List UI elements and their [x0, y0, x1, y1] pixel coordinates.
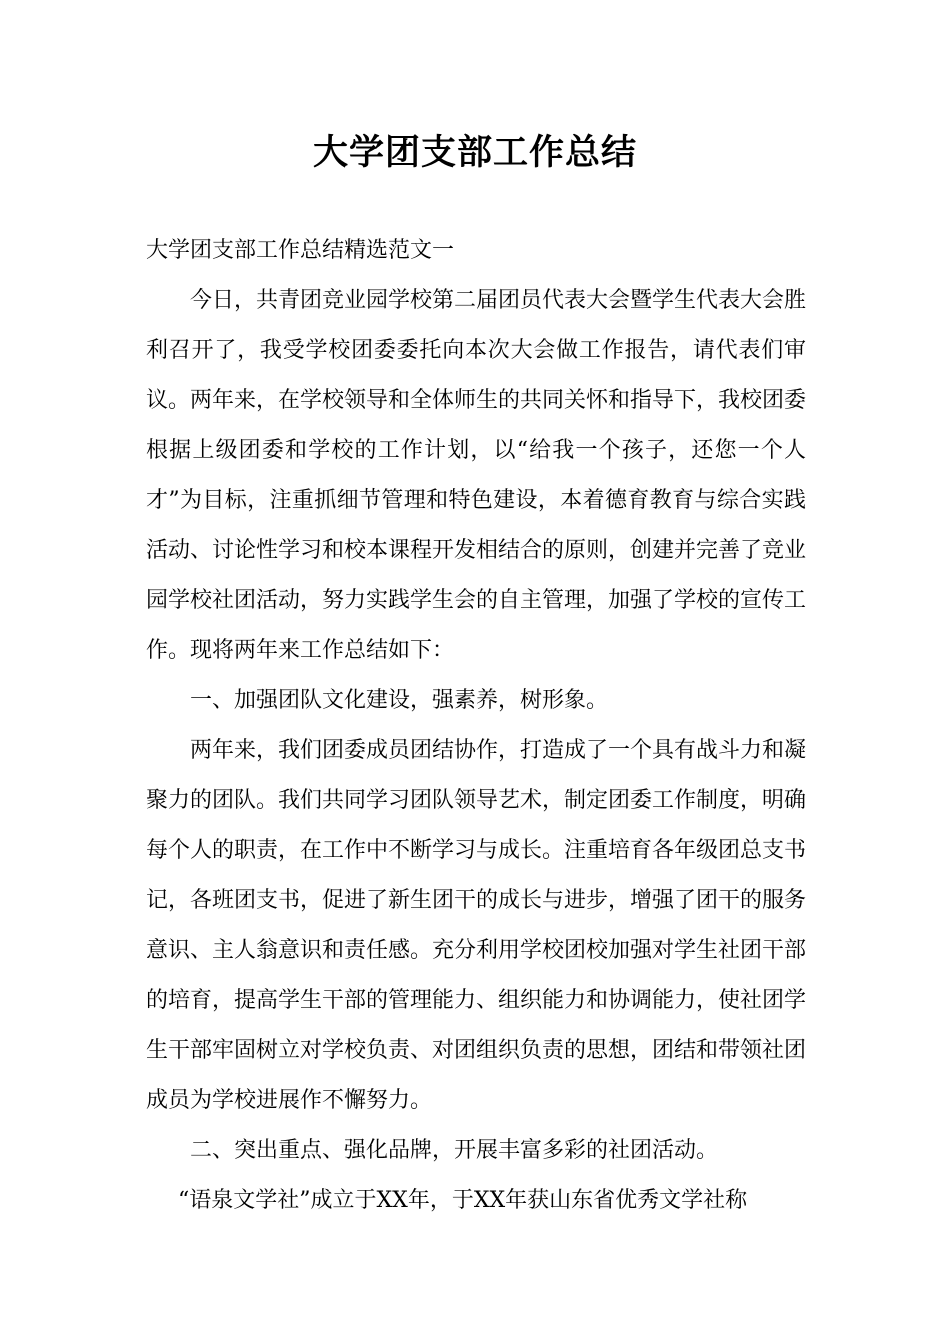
paragraph-intro: 今日，共青团竞业园学校第二届团员代表大会暨学生代表大会胜利召开了，我受学校团委委托向本次大会做工作报告，请代表们审议。两年来，在学校领导和全体师生的共同关怀和指导下，我校团委根据上级团委和学校的工作计划，以“给我一个孩子，还您一个人才”为目标，注重抓细节管理和特色建设，本着德育教育与综合实践活动、讨论性学习和校本课程开发相结合的原则，创建并完善了竞业园学校社团活动，努力实践学生会的自主管理，加强了学校的宣传工作。现将两年来工作总结如下：	[146, 288, 807, 663]
document-subtitle: 大学团支部工作总结精选范文一	[146, 238, 455, 263]
section-heading-2: 二、突出重点、强化品牌，开展丰富多彩的社团活动。	[190, 1138, 719, 1163]
section-heading-1: 一、加强团队文化建设，强素养，树形象。	[190, 688, 609, 713]
paragraph-section-1: 两年来，我们团委成员团结协作，打造成了一个具有战斗力和凝聚力的团队。我们共同学习团队领导艺术，制定团委工作制度，明确每个人的职责，在工作中不断学习与成长。注重培育各年级团总支书记，各班团支书，促进了新生团干的成长与进步，增强了团干的服务意识、主人翁意识和责任感。充分利用学校团校加强对学生社团干部的培育，提高学生干部的管理能力、组织能力和协调能力，使社团学生干部牢固树立对学校负责、对团组织负责的思想，团结和带领社团成员为学校进展作不懈努力。	[146, 738, 807, 1113]
paragraph-section-2: “语泉文学社”成立于XX年，于XX年获山东省优秀文学社称	[178, 1188, 748, 1213]
document-title: 大学团支部工作总结	[312, 133, 637, 173]
document-body	[146, 226, 806, 1226]
